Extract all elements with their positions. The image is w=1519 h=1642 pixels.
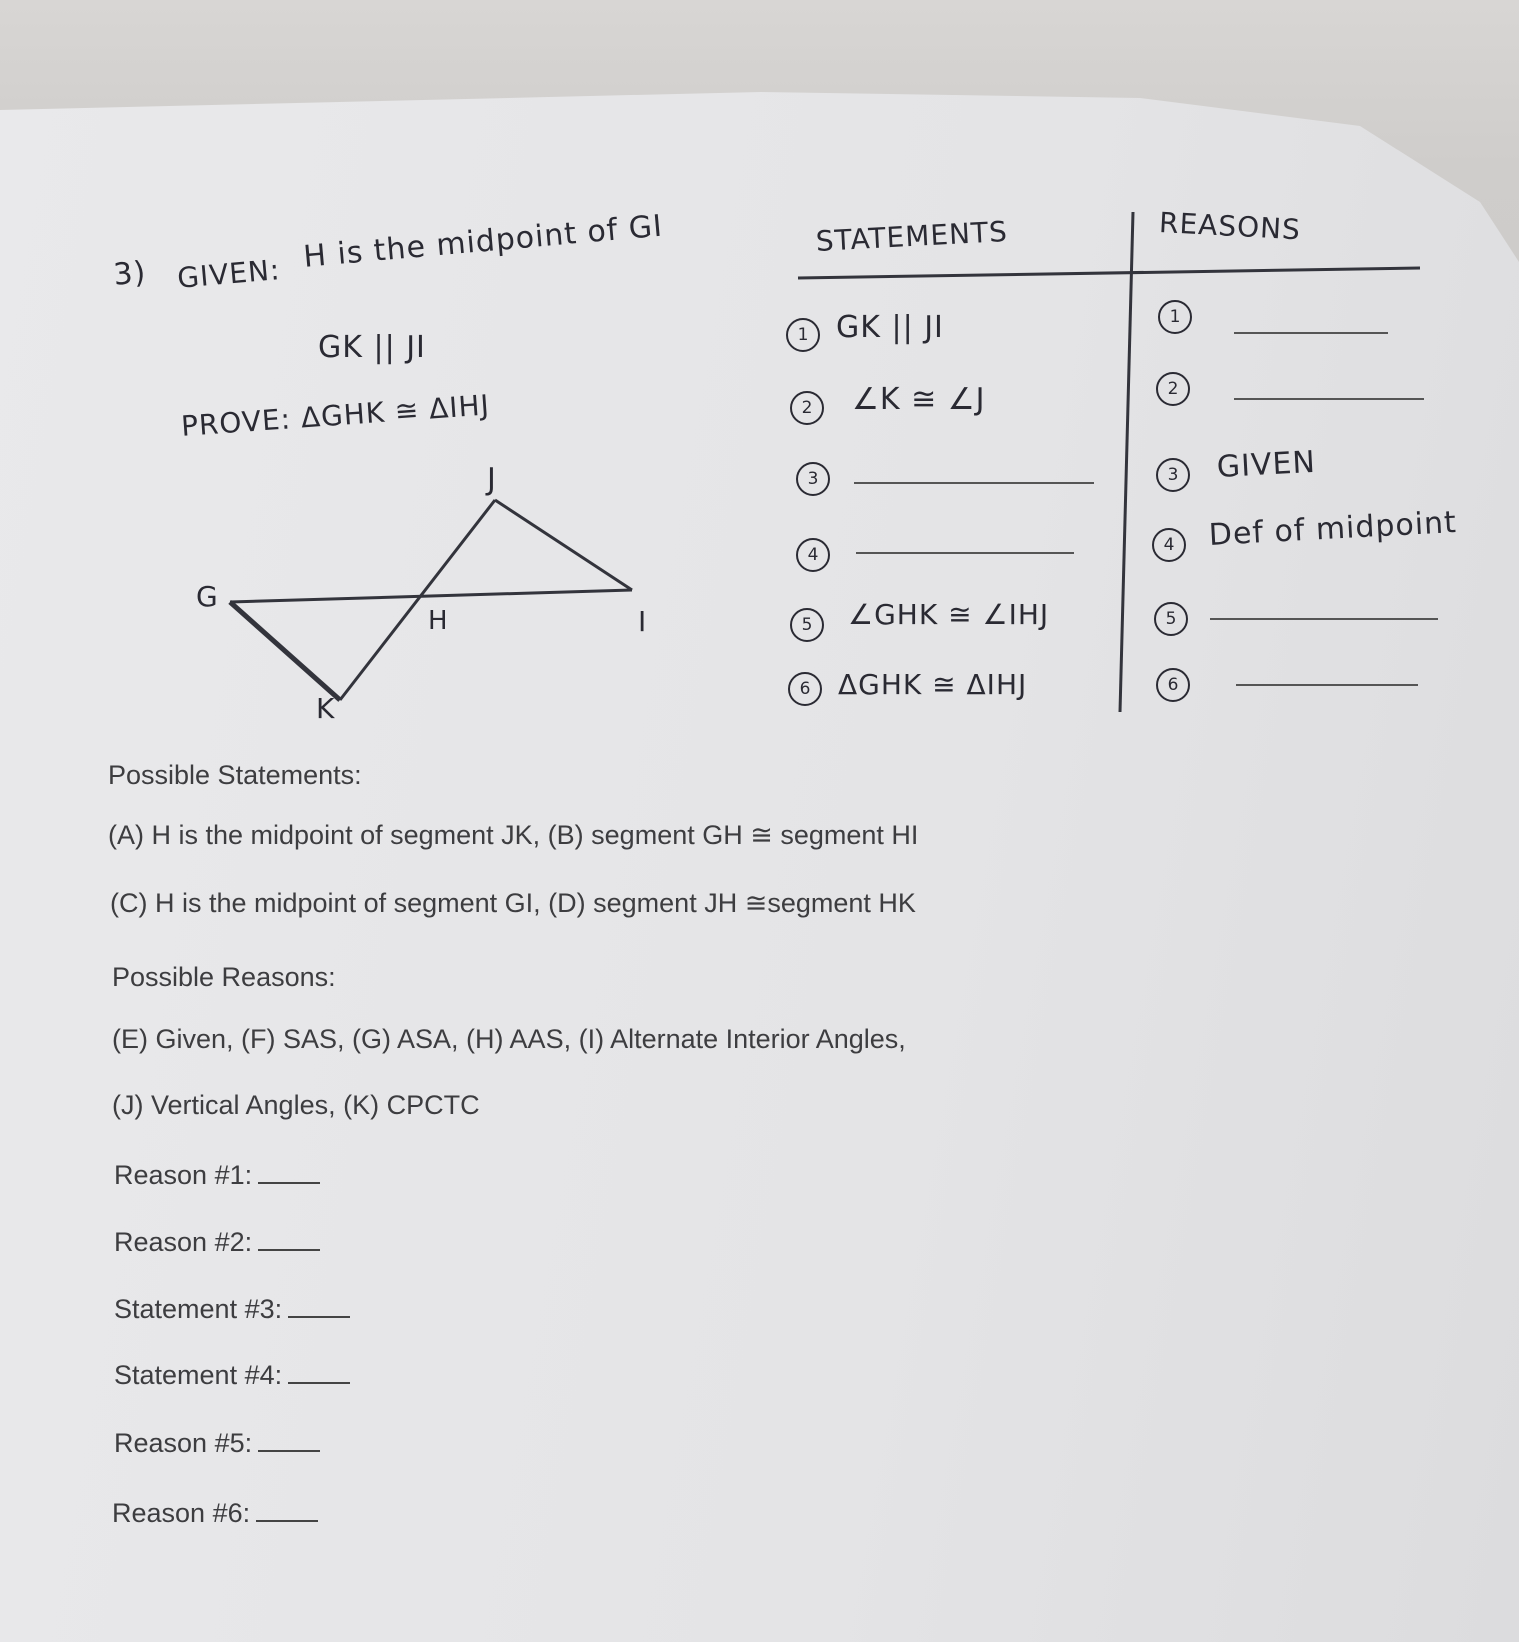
row-5-number: 5 — [790, 608, 824, 642]
answer-reason-1 — [114, 1160, 320, 1191]
answer-statement-3-field[interactable] — [288, 1294, 350, 1318]
row-1-statement: GK || JI — [836, 310, 944, 345]
answer-statement-4-field[interactable] — [288, 1360, 350, 1384]
prove-statement: PROVE: ΔGHK ≅ ΔIHJ — [180, 388, 491, 443]
vertex-label-i: I — [638, 605, 648, 638]
answer-reason-2-field[interactable] — [258, 1227, 320, 1251]
answer-reason-1-field[interactable] — [258, 1160, 320, 1184]
row-6-statement: ΔGHK ≅ ΔIHJ — [838, 668, 1028, 701]
row-1-number: 1 — [786, 318, 820, 352]
answer-reason-6 — [112, 1498, 318, 1529]
row-1-reason-number: 1 — [1158, 300, 1192, 334]
row-5-statement: ∠GHK ≅ ∠IHJ — [848, 598, 1050, 631]
answer-label: Reason #6: — [112, 1498, 251, 1528]
row-5-reason-number: 5 — [1154, 602, 1188, 636]
row-6-number: 6 — [788, 672, 822, 706]
segment-gk — [230, 602, 340, 700]
row-3-statement-blank — [854, 482, 1094, 484]
row-2-statement: ∠K ≅ ∠J — [852, 382, 986, 417]
answer-label: Reason #1: — [114, 1160, 253, 1190]
given-statement-parallel: GK || JI — [318, 330, 426, 365]
answer-reason-5-field[interactable] — [258, 1428, 320, 1452]
row-6-reason-blank — [1236, 684, 1418, 686]
triangle-diagram — [190, 450, 690, 750]
proof-table-lines — [0, 0, 10, 10]
given-statement-midpoint: H is the midpoint of GI — [302, 208, 665, 275]
row-4-number: 4 — [796, 538, 830, 572]
vertex-label-j: J — [487, 462, 497, 497]
possible-reasons-line-1: (E) Given, (F) SAS, (G) ASA, (H) AAS, (I) Alternate Interior Angles, — [112, 1024, 906, 1054]
row-2-number: 2 — [790, 391, 824, 425]
row-6-reason-number: 6 — [1156, 668, 1190, 702]
vertex-label-g: G — [196, 580, 219, 613]
answer-reason-5 — [114, 1428, 320, 1459]
problem-number: 3) — [112, 255, 148, 293]
answer-label: Statement #3: — [114, 1294, 283, 1324]
row-4-reason-number: 4 — [1152, 528, 1186, 562]
answer-statement-4 — [114, 1360, 350, 1391]
segment-ji — [495, 500, 632, 590]
possible-reasons-line-2: (J) Vertical Angles, (K) CPCTC — [112, 1090, 480, 1120]
row-2-reason-number: 2 — [1156, 372, 1190, 406]
row-3-reason-number: 3 — [1156, 458, 1190, 492]
worksheet-paper — [0, 92, 1519, 1642]
answer-label: Reason #2: — [114, 1227, 253, 1257]
possible-statements-line-2: (C) H is the midpoint of segment GI, (D) segment JH ≅segment HK — [110, 888, 916, 918]
row-1-reason-blank — [1234, 332, 1388, 334]
given-label: GIVEN: — [176, 253, 282, 295]
answer-statement-3 — [114, 1294, 350, 1325]
answer-label: Statement #4: — [114, 1360, 283, 1390]
statements-header: STATEMENTS — [815, 214, 1009, 258]
possible-reasons-heading: Possible Reasons: — [112, 962, 336, 992]
row-3-number: 3 — [796, 462, 830, 496]
possible-statements-heading: Possible Statements: — [108, 760, 362, 790]
row-5-reason-blank — [1210, 618, 1438, 620]
reasons-header: REASONS — [1158, 206, 1302, 247]
vertex-label-k: K — [316, 692, 336, 725]
row-3-reason: GIVEN — [1216, 444, 1317, 485]
row-4-reason: Def of midpoint — [1208, 505, 1458, 553]
segment-gi — [230, 590, 632, 602]
possible-statements-line-1: (A) H is the midpoint of segment JK, (B) segment GH ≅ segment HI — [108, 820, 919, 850]
row-2-reason-blank — [1234, 398, 1424, 400]
row-4-statement-blank — [856, 552, 1074, 554]
vertex-label-h: H — [428, 606, 449, 636]
answer-reason-2 — [114, 1227, 320, 1258]
answer-reason-6-field[interactable] — [256, 1498, 318, 1522]
answer-label: Reason #5: — [114, 1428, 253, 1458]
segment-kj — [340, 500, 495, 700]
